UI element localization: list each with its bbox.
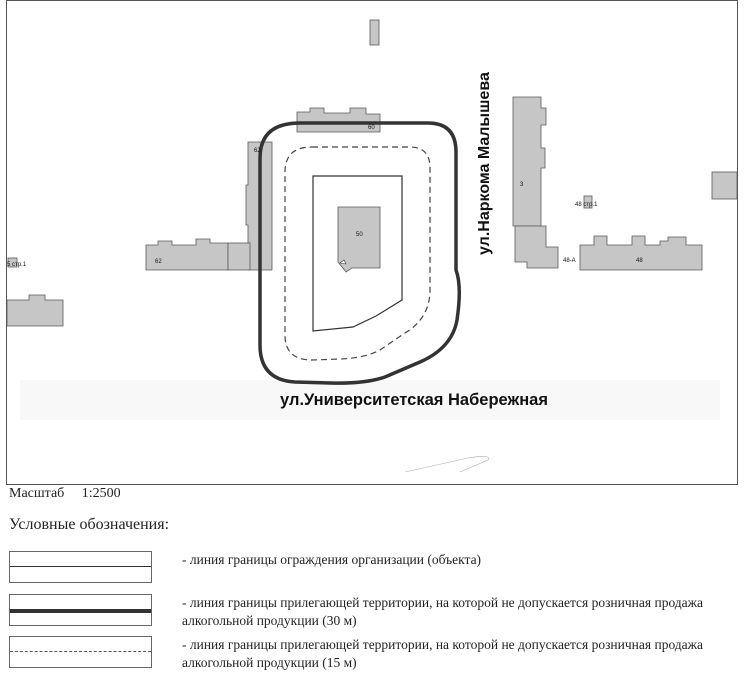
legend-text-30m: - линия границы прилегающей территории, на которой не допускается розничная продажа алкогольной продукции (30 м) bbox=[182, 595, 703, 628]
legend-item-30m bbox=[9, 594, 741, 634]
scale-value: 1:2500 bbox=[81, 486, 121, 501]
legend-symbol-fence-line bbox=[9, 551, 152, 583]
legend-text-fence: - линия границы ограждения организации (объекта) bbox=[182, 552, 482, 567]
building-label-62-wing: 62 bbox=[155, 259, 162, 265]
legend-symbol-dashed-line bbox=[9, 636, 152, 668]
building-top-small bbox=[370, 20, 379, 45]
scale-line bbox=[9, 486, 121, 502]
building-label-5-str1: 5 стр.1 bbox=[7, 262, 27, 268]
street-label-naberezhnaya: ул.Университетская Набережная bbox=[280, 391, 548, 409]
building-label-48-str1: 48 стр.1 bbox=[575, 202, 598, 208]
building-label-62-vertical: 62 bbox=[254, 148, 261, 154]
legend-text-15m: - линия границы прилегающей территории, на которой не допускается розничная продажа алкогольной продукции (15 м) bbox=[182, 637, 703, 670]
legend-symbol-thick-line bbox=[9, 594, 152, 626]
building-62-link bbox=[228, 243, 250, 270]
building-label-60: 60 bbox=[368, 125, 375, 131]
building-48 bbox=[580, 236, 702, 270]
building-left-lower bbox=[7, 295, 63, 326]
legend-item-15m bbox=[9, 636, 741, 676]
building-3 bbox=[513, 97, 546, 226]
scale-label: Масштаб bbox=[9, 486, 65, 501]
legend-title: Условные обозначения: bbox=[9, 516, 170, 533]
building-label-3: 3 bbox=[520, 182, 524, 188]
building-right-edge bbox=[712, 172, 737, 199]
building-label-48: 48 bbox=[636, 258, 643, 264]
building-label-48a: 48-А bbox=[563, 258, 576, 264]
legend-item-fence bbox=[9, 551, 741, 591]
building-label-50: 50 bbox=[356, 232, 363, 238]
street-label-malysheva: ул.Наркома Малышева bbox=[476, 72, 493, 255]
